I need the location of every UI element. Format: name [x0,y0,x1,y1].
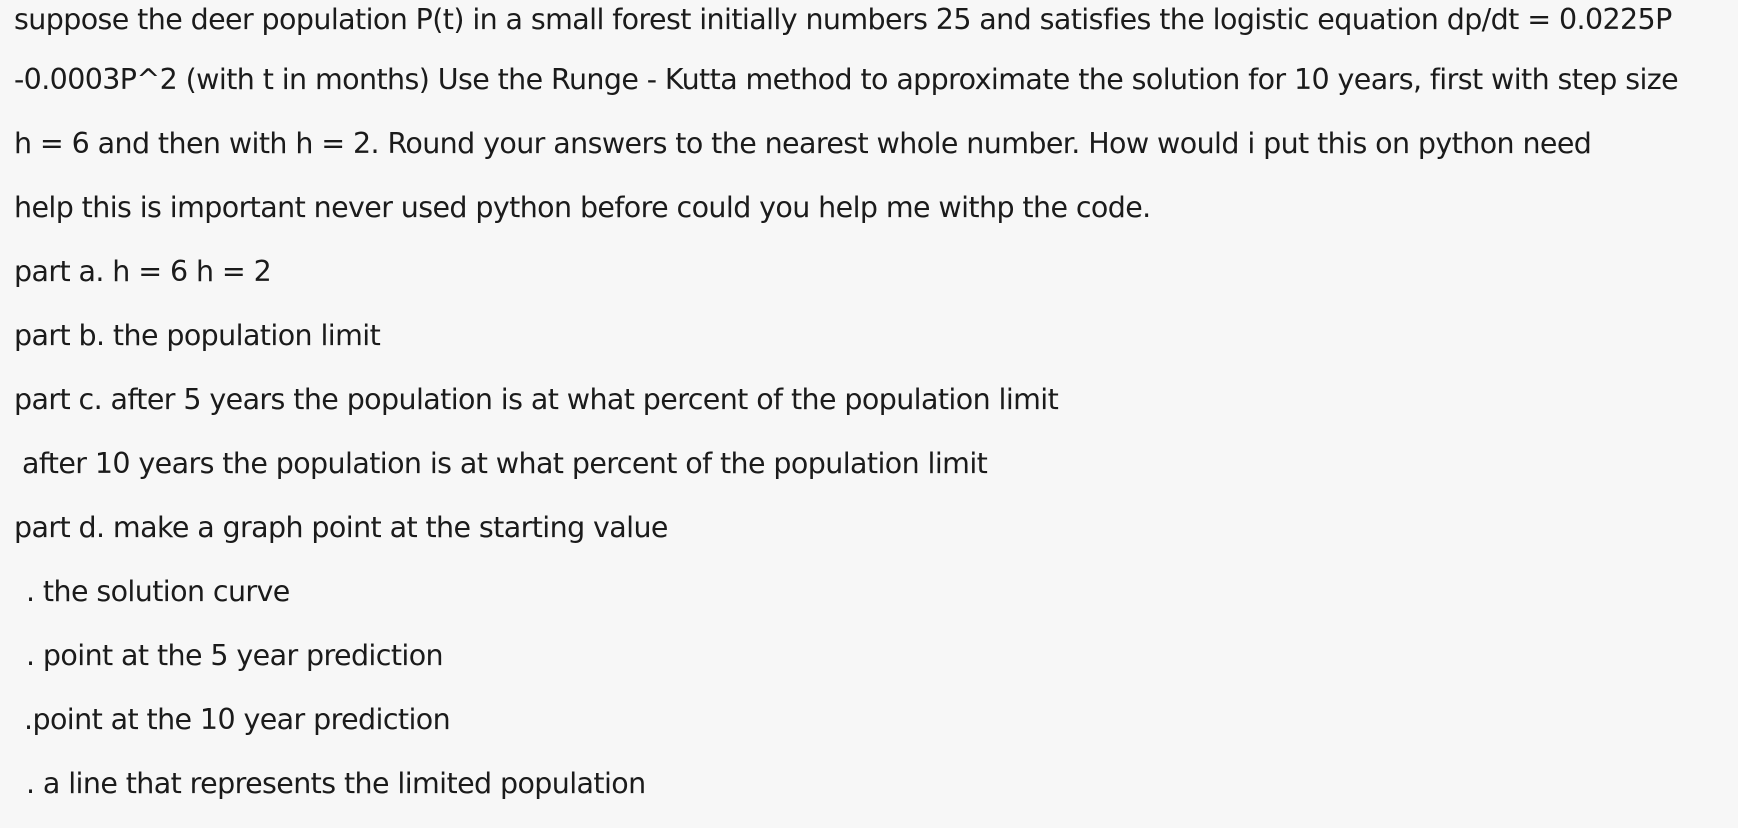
question-line-2: -0.0003P^2 (with t in months) Use the Runge - Kutta method to approximate the solution for 10 years, first with step size [14,63,1679,96]
question-line-3: h = 6 and then with h = 2. Round your answers to the nearest whole number. How would i put this on python need [14,127,1592,160]
part-c: part c. after 5 years the population is at what percent of the population limit [14,383,1059,416]
part-b: part b. the population limit [14,319,381,352]
question-text [14,0,1726,828]
part-d-item-limit-line: . a line that represents the limited population [26,767,646,800]
question-line-4: help this is important never used python before could you help me withp the code. [14,191,1151,224]
part-c-second-question: after 10 years the population is at what percent of the population limit [22,447,988,480]
part-a: part a. h = 6 h = 2 [14,255,272,288]
question-line-1: suppose the deer population P(t) in a small forest initially numbers 25 and satisfies the logistic equation dp/dt = 0.0225P [14,3,1672,36]
part-d-item-solution-curve: . the solution curve [26,575,290,608]
part-d: part d. make a graph point at the starting value [14,511,668,544]
part-d-item-10-year-point: .point at the 10 year prediction [24,703,451,736]
part-d-item-5-year-point: . point at the 5 year prediction [26,639,444,672]
